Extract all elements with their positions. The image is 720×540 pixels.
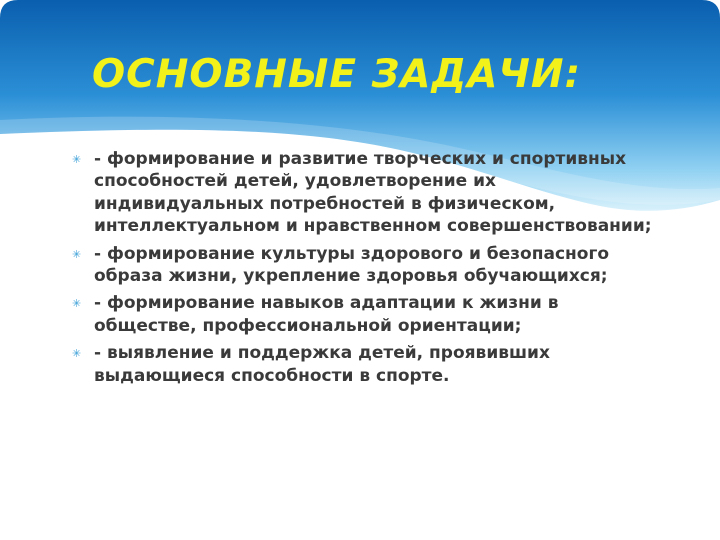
list-item: [72, 148, 662, 238]
bullet-text: - формирование культуры здорового и безопасного образа жизни, укрепление здоровья обучающихся;: [94, 243, 610, 287]
list-item: [72, 243, 662, 288]
asterisk-icon: ✳: [72, 347, 82, 361]
asterisk-icon: ✳: [72, 297, 82, 311]
asterisk-icon: ✳: [72, 247, 82, 261]
list-item: [72, 342, 662, 387]
asterisk-icon: ✳: [72, 153, 82, 166]
bullet-text: - формирование навыков адаптации к жизни в обществе, профессиональной ориентации;: [94, 293, 559, 336]
bullet-text: - формирование и развитие творческих и спортивных способностей детей, удовлетворение их индивидуальных потребностей в физическом, интеллектуальном и нравственном совершенствовании;: [94, 149, 652, 237]
page-title: ОСНОВНЫЕ ЗАДАЧИ:: [92, 52, 582, 97]
list-item: [72, 292, 662, 337]
bullet-list: [72, 148, 662, 392]
bullet-text: - выявление и поддержка детей, проявивших выдающиеся способности в спорте.: [94, 343, 550, 386]
